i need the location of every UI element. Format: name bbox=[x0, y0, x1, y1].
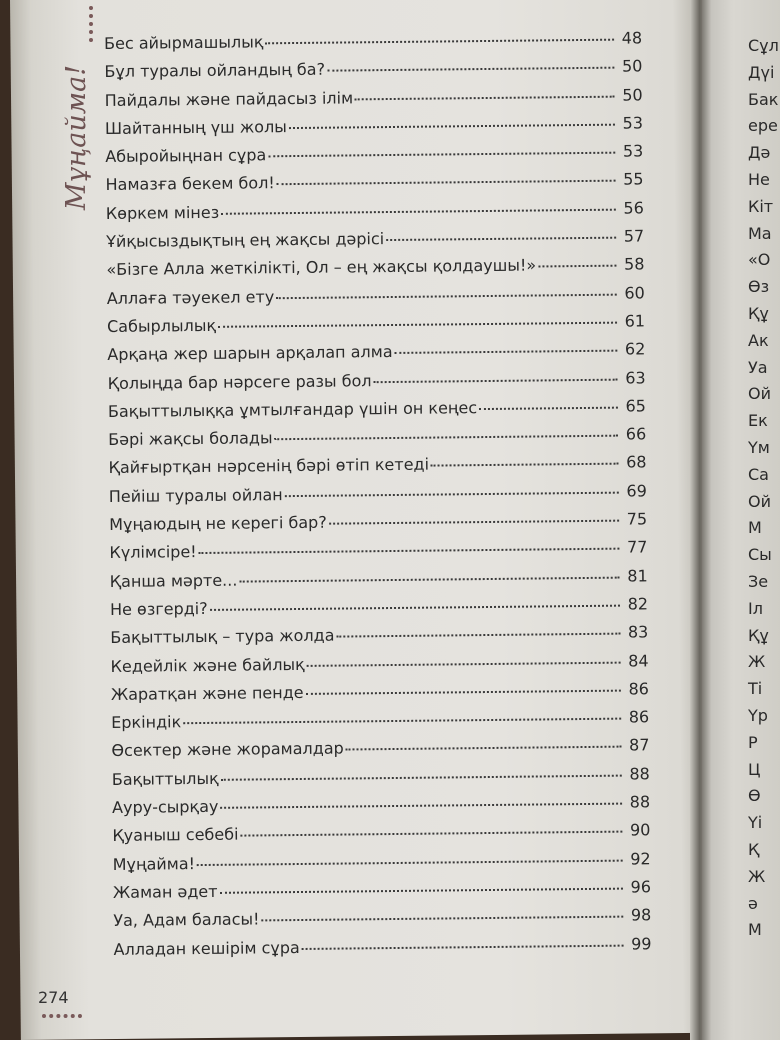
toc-entry-page: 57 bbox=[623, 226, 645, 246]
toc-entry-title: Қолыңда бар нәрсеге разы бол bbox=[107, 370, 372, 393]
toc-dot-leader bbox=[302, 944, 624, 949]
toc-entry-title: Еркіндік bbox=[111, 712, 182, 733]
toc-entry-page: 56 bbox=[623, 198, 644, 218]
toc-dot-leader bbox=[210, 605, 620, 611]
right-page-fragment: Іл bbox=[748, 598, 763, 618]
toc-entry-page: 98 bbox=[630, 905, 652, 925]
toc-dot-leader bbox=[183, 718, 621, 725]
toc-entry-page: 81 bbox=[627, 565, 648, 586]
toc-entry-title: Бақыттылық bbox=[111, 768, 219, 789]
toc-entry-title: Уа, Адам баласы! bbox=[113, 909, 260, 931]
toc-entry-title: Арқаңа жер шарын арқалап алма bbox=[107, 342, 393, 365]
page-number-dots bbox=[42, 1014, 82, 1022]
right-page-fragment: Қ bbox=[748, 839, 760, 859]
toc-entry-title: Күлімсіре! bbox=[109, 542, 197, 563]
right-page-fragment: Ой bbox=[748, 491, 771, 511]
right-page-fragment: Үр bbox=[748, 705, 768, 725]
toc-entry-page: 62 bbox=[624, 339, 646, 359]
toc-entry-page: 48 bbox=[621, 28, 643, 48]
right-page-fragment: М bbox=[748, 920, 762, 940]
right-page-fragment: Құ bbox=[748, 303, 769, 323]
toc-entry-title: Бұл туралы ойландың ба? bbox=[104, 59, 326, 82]
right-page-fragment: Не bbox=[748, 169, 770, 189]
toc-entry-title: Бәрі жақсы болады bbox=[108, 428, 273, 450]
toc-dot-leader bbox=[268, 152, 615, 158]
toc-entry-title: Ұйқысыздықтың ең жақсы дәрісі bbox=[106, 229, 385, 252]
toc-dot-leader bbox=[277, 180, 616, 186]
toc-dot-leader bbox=[220, 803, 622, 809]
right-page-fragment: ә bbox=[748, 893, 758, 913]
toc-dot-leader bbox=[276, 293, 617, 299]
toc-entry-page: 65 bbox=[625, 396, 647, 416]
toc-dot-leader bbox=[538, 265, 616, 268]
toc-dot-leader bbox=[218, 322, 617, 328]
toc-entry-title: Бақыттылық – тура жолда bbox=[110, 625, 335, 648]
toc-entry-title: Не өзгерді? bbox=[109, 598, 208, 619]
toc-entry-title: Қайғыртқан нәрсенің бәрі өтіп кетеді bbox=[108, 455, 430, 478]
toc-entry-title: Көркем мінез bbox=[105, 202, 220, 223]
table-of-contents bbox=[104, 28, 652, 967]
right-page-fragment: Бак bbox=[748, 89, 779, 109]
toc-entry-title: Өсектер және жорамалдар bbox=[111, 738, 344, 761]
toc-entry-title: Бақыттылыққа ұмтылғандар үшін он кеңес bbox=[107, 397, 478, 421]
toc-dot-leader bbox=[329, 520, 619, 525]
toc-entry-title: Жаман әдет bbox=[112, 881, 218, 902]
toc-entry-page: 77 bbox=[626, 537, 648, 557]
toc-entry-page: 60 bbox=[624, 283, 645, 303]
toc-dot-leader bbox=[199, 548, 620, 554]
toc-entry-page: 50 bbox=[621, 56, 643, 76]
toc-entry-title: Мұңайма! bbox=[112, 853, 196, 874]
toc-dot-leader bbox=[241, 831, 623, 837]
toc-entry-title: Сабырлылық bbox=[106, 315, 217, 336]
toc-entry-page: 88 bbox=[629, 792, 651, 812]
toc-entry-page: 63 bbox=[625, 367, 646, 388]
right-page-fragment: Са bbox=[748, 464, 769, 484]
right-page-fragment: Үм bbox=[748, 437, 770, 457]
right-page-fragment: Уа bbox=[748, 357, 768, 377]
toc-entry-title: Кедейлік және байлық bbox=[110, 654, 305, 676]
right-page-fragment: Дүі bbox=[748, 62, 775, 82]
toc-entry-title: «Бізге Алла жеткілікті, Ол – ең жақсы қолдаушы!» bbox=[106, 255, 537, 280]
toc-entry-title: Аллаға тәуекел ету bbox=[106, 286, 275, 308]
toc-entry-title: Ауру-сырқау bbox=[112, 796, 219, 817]
toc-entry-page: 90 bbox=[629, 820, 651, 840]
toc-dot-leader bbox=[285, 491, 619, 496]
toc-entry-page: 75 bbox=[626, 509, 648, 529]
toc-entry-page: 53 bbox=[622, 113, 644, 133]
toc-entry-page: 82 bbox=[627, 594, 649, 614]
toc-entry-title: Пайдалы және пайдасыз ілім bbox=[104, 87, 354, 110]
toc-dot-leader bbox=[395, 350, 618, 354]
right-page-fragment: Ой bbox=[748, 384, 771, 404]
right-page-fragment: «О bbox=[748, 250, 771, 270]
toc-dot-leader bbox=[337, 633, 621, 638]
toc-dot-leader bbox=[275, 435, 619, 441]
right-page-fragment: Өз bbox=[748, 277, 770, 297]
right-page-fragment: Сы bbox=[748, 545, 772, 565]
toc-entry-page: 96 bbox=[630, 877, 652, 897]
right-page-fragment: Құ bbox=[748, 625, 769, 645]
right-page-fragment: Ж bbox=[748, 866, 766, 886]
toc-dot-leader bbox=[221, 208, 616, 214]
toc-dot-leader bbox=[346, 746, 622, 751]
toc-dot-leader bbox=[431, 463, 619, 467]
toc-entry-title: Алладан кешірім сұра bbox=[113, 937, 300, 959]
toc-entry-page: 92 bbox=[630, 848, 651, 869]
toc-entry-title: Жаратқан және пенде bbox=[110, 682, 304, 704]
toc-entry-page: 69 bbox=[626, 481, 647, 501]
page-number: 274 bbox=[38, 988, 69, 1007]
right-page-fragment: Р bbox=[748, 732, 758, 752]
toc-entry-page: 68 bbox=[626, 452, 647, 473]
right-page-fragment: Сұл bbox=[748, 36, 779, 55]
toc-dot-leader bbox=[289, 124, 615, 129]
toc-entry-page: 58 bbox=[623, 254, 645, 274]
toc-entry-title: Абыройыңнан сұра bbox=[105, 145, 267, 167]
toc-dot-leader bbox=[265, 39, 614, 45]
toc-entry-title: Қуаныш себебі bbox=[112, 824, 239, 846]
toc-entry bbox=[113, 934, 651, 968]
right-page-fragment: Үі bbox=[748, 813, 763, 833]
toc-entry-title: Мұңаюдың не керегі бар? bbox=[109, 512, 327, 535]
toc-dot-leader bbox=[262, 916, 624, 922]
right-page-fragment: Зе bbox=[748, 571, 769, 591]
toc-entry-page: 66 bbox=[625, 424, 647, 444]
toc-dot-leader bbox=[239, 576, 619, 582]
running-title-text: Мұңайма! bbox=[61, 64, 93, 210]
toc-entry-title: Қанша мәрте... bbox=[109, 570, 238, 591]
toc-entry-page: 55 bbox=[623, 169, 644, 190]
toc-dot-leader bbox=[327, 67, 614, 72]
toc-entry-page: 87 bbox=[629, 735, 650, 755]
right-page-fragment: Ж bbox=[748, 652, 766, 672]
toc-entry-title: Бес айырмашылық bbox=[104, 32, 264, 53]
toc-entry-page: 86 bbox=[628, 679, 649, 699]
toc-dot-leader bbox=[306, 689, 621, 694]
toc-entry-page: 53 bbox=[622, 141, 644, 161]
toc-entry-title: Намазға бекем бол! bbox=[105, 173, 275, 195]
toc-entry-page: 84 bbox=[628, 650, 649, 671]
toc-dot-leader bbox=[374, 378, 618, 383]
right-page-text-fragments bbox=[748, 36, 780, 947]
toc-entry-page: 83 bbox=[627, 622, 649, 642]
toc-dot-leader bbox=[220, 888, 623, 894]
toc-dot-leader bbox=[386, 237, 616, 241]
toc-dot-leader bbox=[355, 95, 615, 100]
right-page-fragment: Ө bbox=[748, 786, 761, 806]
right-page-fragment: Дә bbox=[748, 143, 771, 163]
toc-entry-page: 50 bbox=[622, 84, 643, 105]
toc-entry-page: 61 bbox=[624, 311, 646, 331]
toc-entry-title: Пейіш туралы ойлан bbox=[108, 484, 283, 506]
right-page-fragment: Ек bbox=[748, 411, 768, 431]
toc-dot-leader bbox=[221, 774, 622, 780]
toc-entry-page: 99 bbox=[631, 933, 652, 954]
right-page-fragment: Ак bbox=[748, 330, 769, 350]
right-page-fragment: ере bbox=[748, 116, 778, 136]
right-page-fragment: Ц bbox=[748, 759, 761, 779]
toc-dot-leader bbox=[197, 859, 623, 865]
toc-dot-leader bbox=[307, 661, 621, 666]
right-page-fragment: Ті bbox=[748, 679, 763, 699]
toc-entry-page: 86 bbox=[628, 707, 650, 727]
running-title bbox=[52, 12, 102, 262]
toc-entry-title: Шайтанның үш жолы bbox=[104, 116, 287, 138]
toc-dot-leader bbox=[479, 406, 618, 409]
right-page-fragment: Ма bbox=[748, 223, 772, 243]
toc-entry-page: 88 bbox=[629, 764, 650, 784]
right-page-fragment: М bbox=[748, 518, 762, 538]
right-page-fragment: Кіт bbox=[748, 196, 774, 216]
